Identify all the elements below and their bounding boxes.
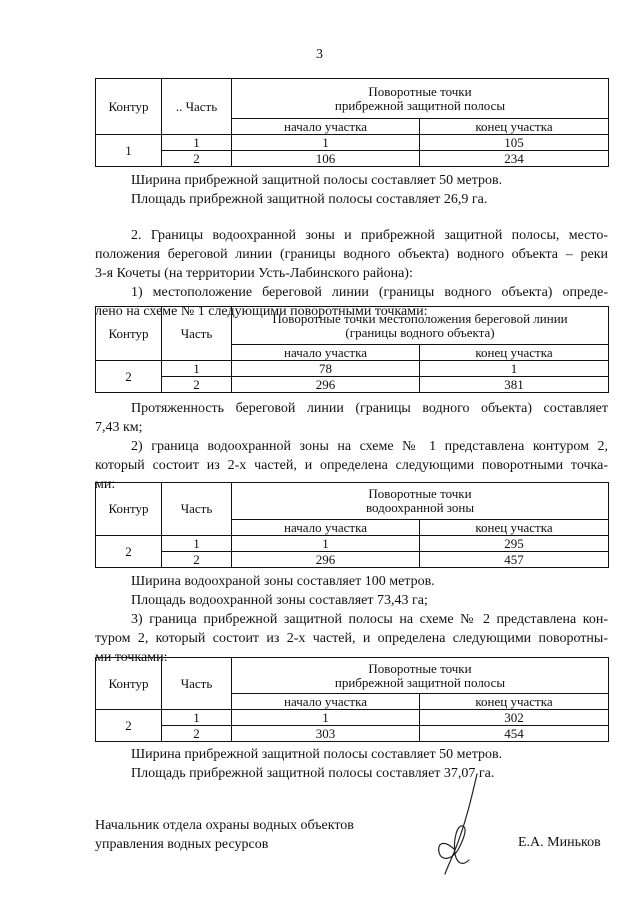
part-cell: 1 — [162, 135, 232, 151]
t4-width-line: Ширина прибрежной защитной полосы составляет 50 метров. — [131, 747, 503, 762]
table-water-protection-zone — [95, 482, 609, 568]
col-part-header: Часть — [162, 483, 232, 536]
start-cell: 1 — [232, 710, 420, 726]
col-contour-header: Контур — [96, 79, 162, 135]
end-cell: 295 — [420, 536, 609, 552]
table-row — [96, 135, 609, 151]
points-header-line-1: Поворотные точки местоположения береговой линии — [272, 310, 568, 326]
t4-area-line: Площадь прибрежной защитной полосы составляет 37,07 га. — [131, 766, 495, 781]
col-contour-header: Контур — [96, 307, 162, 361]
signatory-name: Е.А. Миньков — [518, 835, 601, 850]
item-3-line-2: туром 2, который состоит из 2-х частей, и определена следующими поворотны- — [95, 631, 608, 646]
points-header — [232, 483, 609, 520]
part-cell: 1 — [162, 710, 232, 726]
length-line-2: 7,43 км; — [95, 420, 143, 435]
points-header-line-1: Поворотные точки — [368, 83, 472, 99]
table-row — [96, 710, 609, 726]
col-start-header: начало участка — [232, 119, 420, 135]
part-cell: 2 — [162, 552, 232, 568]
t3-width-line: Ширина водоохраной зоны составляет 100 метров. — [131, 574, 435, 589]
item-2-line-2: который состоит из 2-х частей, и определена следующими поворотными точка- — [95, 458, 608, 473]
start-cell: 296 — [232, 552, 420, 568]
points-header-line-2: прибрежной защитной полосы — [334, 674, 506, 690]
col-part-header: Часть — [162, 658, 232, 710]
part-cell: 1 — [162, 536, 232, 552]
col-start-header: начало участка — [232, 694, 420, 710]
col-end-header: конец участка — [420, 345, 609, 361]
col-end-header: конец участка — [420, 119, 609, 135]
start-cell: 296 — [232, 377, 420, 393]
end-cell: 454 — [420, 726, 609, 742]
points-header-line-2: водоохранной зоны — [365, 500, 475, 515]
end-cell: 302 — [420, 710, 609, 726]
contour-cell: 2 — [96, 361, 162, 393]
item-3-line-3: ми точками: — [95, 650, 168, 665]
table-shore-strip-contour-1 — [95, 78, 609, 167]
col-start-header: начало участка — [232, 345, 420, 361]
col-contour-header: Контур — [96, 658, 162, 710]
paragraph-t3-summary — [95, 572, 608, 610]
t1-width-line: Ширина прибрежной защитной полосы составляет 50 метров. — [131, 173, 503, 188]
signatory-title-line-1: Начальник отдела охраны водных объектов — [95, 818, 354, 833]
table-shore-strip-contour-2 — [95, 657, 609, 742]
part-cell: 1 — [162, 361, 232, 377]
page-number: 3 — [316, 47, 323, 62]
table-shoreline-contour-2 — [95, 306, 609, 393]
table-row — [96, 726, 609, 742]
points-header-line-2: (границы водного объекта) — [345, 324, 495, 340]
section-2-line-3: 3-я Кочеты (на территории Усть-Лабинского района): — [95, 266, 413, 281]
col-end-header: конец участка — [420, 520, 609, 536]
part-cell: 2 — [162, 726, 232, 742]
table-row — [96, 552, 609, 568]
table-row — [96, 536, 609, 552]
table-row — [96, 151, 609, 167]
handwritten-signature — [425, 770, 485, 880]
col-start-header: начало участка — [232, 520, 420, 536]
points-header — [232, 79, 609, 119]
end-cell: 105 — [420, 135, 609, 151]
paragraph-t4-summary — [95, 745, 608, 783]
item-1-line-1: 1) местоположение береговой линии (границы водного объекта) опреде- — [131, 285, 608, 300]
points-header-line-2: прибрежной защитной полосы — [334, 97, 506, 113]
t3-area-line: Площадь водоохранной зоны составляет 73,43 га; — [131, 593, 428, 608]
contour-cell: 1 — [96, 135, 162, 167]
paragraph-t1-summary — [95, 171, 608, 209]
points-header — [232, 658, 609, 694]
signatory-title-line-2: управления водных ресурсов — [95, 837, 269, 852]
end-cell: 1 — [420, 361, 609, 377]
item-1-line-2: лено на схеме № 1 следующими поворотными точками: — [95, 304, 428, 319]
col-contour-header: Контур — [96, 483, 162, 536]
table-row — [96, 377, 609, 393]
points-header-line-1: Поворотные точки — [368, 486, 472, 502]
section-2-line-2: положения береговой линии (границы водного объекта) водного объекта – реки — [95, 247, 608, 262]
end-cell: 381 — [420, 377, 609, 393]
col-end-header: конец участка — [420, 694, 609, 710]
start-cell: 1 — [232, 536, 420, 552]
start-cell: 303 — [232, 726, 420, 742]
points-header — [232, 307, 609, 345]
table-row — [96, 361, 609, 377]
start-cell: 78 — [232, 361, 420, 377]
length-line-1: Протяженность береговой линии (границы водного объекта) составляет — [131, 401, 608, 416]
part-cell: 2 — [162, 151, 232, 167]
contour-cell: 2 — [96, 710, 162, 742]
end-cell: 234 — [420, 151, 609, 167]
t1-area-line: Площадь прибрежной защитной полосы составляет 26,9 га. — [131, 192, 488, 207]
item-3-line-1: 3) граница прибрежной защитной полосы на схеме № 2 представлена кон- — [131, 612, 608, 627]
item-2-line-3: ми: — [95, 477, 116, 492]
start-cell: 1 — [232, 135, 420, 151]
part-cell: 2 — [162, 377, 232, 393]
item-2-line-1: 2) граница водоохранной зоны на схеме № 1 представлена контуром 2, — [131, 439, 608, 454]
start-cell: 106 — [232, 151, 420, 167]
points-header-line-1: Поворотные точки — [368, 660, 472, 676]
col-part-header: .. Часть — [162, 79, 232, 135]
end-cell: 457 — [420, 552, 609, 568]
section-2-line-1: 2. Границы водоохранной зоны и прибрежной защитной полосы, место- — [131, 228, 608, 243]
contour-cell: 2 — [96, 536, 162, 568]
signatory-title — [95, 816, 354, 854]
col-part-header: Часть — [162, 307, 232, 361]
